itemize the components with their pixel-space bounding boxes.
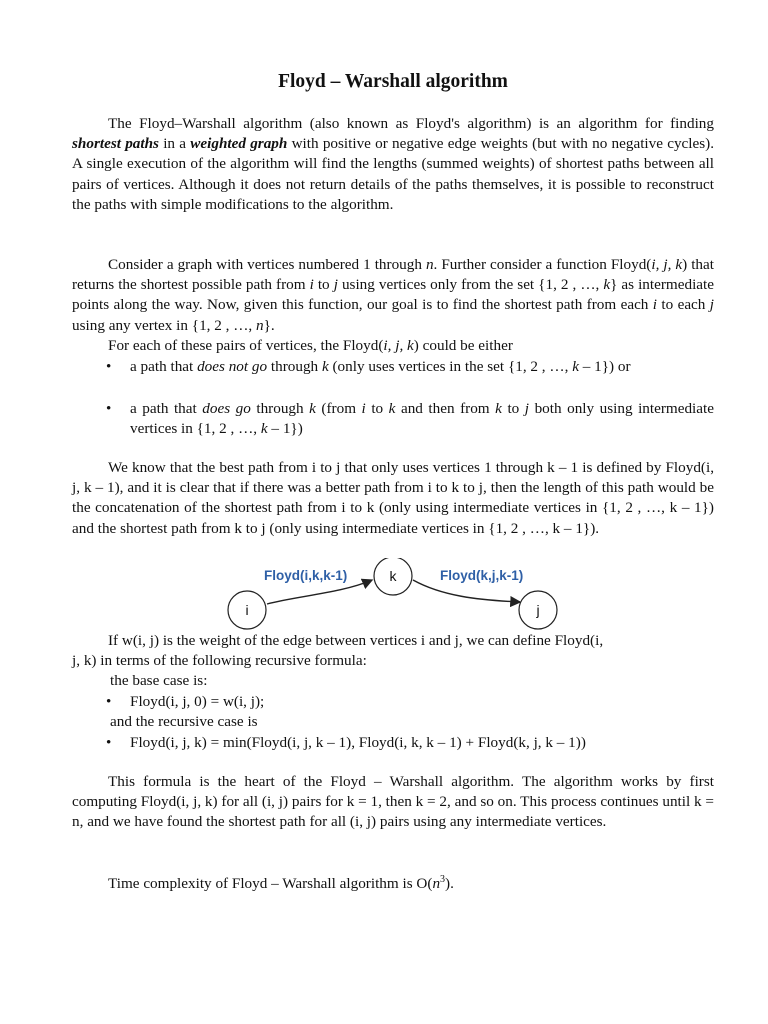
- var-j: j: [709, 296, 714, 314]
- var-k: k: [260, 420, 268, 438]
- algorithm-heart-paragraph: This formula is the heart of the Floyd – Warshall algorithm. The algorithm works by first computing Floyd(i, j, k) for all (i, j) pairs for k = 1, then k = 2, and so on. This process continues until k = n, and we have found the shortest path for all (i, j) pairs using any intermediate vertices.: [72, 773, 714, 831]
- path-diagram: [72, 558, 714, 630]
- var-i: i: [361, 400, 366, 417]
- weight-line-1: If w(i, j) is the weight of the edge between vertices i and j, we can define Floyd(i,: [108, 632, 604, 649]
- var-j: j: [333, 276, 338, 294]
- formula: Floyd(i, j, k) = min(Floyd(i, j, k – 1), Floyd(i, k, k – 1) + Floyd(k, j, k – 1)): [130, 734, 586, 751]
- text: using any vertex in {1, 2 , …,: [72, 316, 257, 334]
- text: to: [313, 276, 334, 294]
- text: a path that: [130, 400, 203, 417]
- var-k: k: [309, 400, 316, 417]
- text: (from: [315, 400, 362, 417]
- bullet-dot: •: [106, 693, 112, 710]
- node-k-label: k: [389, 568, 397, 584]
- time-complexity-line: [72, 874, 714, 894]
- var-k: k: [495, 400, 502, 417]
- text: – 1}): [267, 420, 303, 438]
- exponent: 3: [440, 873, 446, 885]
- term-shortest-paths: shortest paths: [72, 135, 159, 153]
- pairs-paragraph: [108, 336, 714, 356]
- var-i: i: [309, 276, 314, 294]
- bullet-through-k: [106, 399, 714, 439]
- intro-text-2: in a: [158, 135, 191, 153]
- weight-line-2: j, k) in terms of the following recursive formula:: [72, 652, 367, 669]
- emphasis: does not go: [197, 358, 268, 375]
- edge-i-to-k: [267, 580, 372, 604]
- text: both only using intermediate vertices in {1, 2 , …,: [130, 400, 714, 438]
- edge-ik-label: Floyd(i,k,k-1): [264, 568, 348, 583]
- base-case-formula: [106, 692, 714, 712]
- bullet-dot: •: [106, 734, 112, 751]
- text: Time complexity of Floyd – Warshall algorithm is O(: [108, 875, 433, 892]
- text: a path that: [130, 358, 198, 375]
- var-n: n: [425, 256, 434, 273]
- emphasis: does go: [202, 400, 251, 417]
- text: to each: [657, 296, 710, 314]
- text: }.: [263, 316, 275, 334]
- text: through: [250, 400, 310, 417]
- var-k: k: [603, 276, 611, 294]
- var-k: k: [572, 358, 579, 375]
- text: } as intermediate points along the way. Now, given this function, our goal is to find the shortest path from each: [72, 276, 714, 314]
- text: Consider a graph with vertices numbered 1 through: [108, 256, 426, 273]
- node-j-label: j: [536, 602, 540, 618]
- text: and then from: [395, 400, 496, 417]
- intro-text-1: The Floyd–Warshall algorithm (also known as Floyd's algorithm) is an algorithm for finding: [108, 115, 714, 132]
- edge-k-to-j: [413, 580, 520, 602]
- node-i-label: i: [245, 602, 249, 618]
- text: . Further consider a function Floyd(: [433, 256, 652, 273]
- recursive-case-label: and the recursive case is: [110, 713, 258, 730]
- bullet-dot: •: [106, 400, 112, 417]
- text: to: [365, 400, 389, 417]
- recursive-case-formula: [106, 733, 714, 753]
- text: For each of these pairs of vertices, the Floyd(: [108, 337, 384, 354]
- bullet-not-through-k: [106, 357, 714, 377]
- text: through: [267, 358, 322, 375]
- function-definition-paragraph: [72, 255, 714, 336]
- var-ijk: i, j, k: [651, 256, 683, 273]
- intro-paragraph: [72, 114, 714, 215]
- var-ijk: i, j, k: [383, 337, 414, 354]
- intro-text-3: with positive or negative edge weights (but with no negative cycles). A single execution of the algorithm will find the lengths (summed weights) of shortest paths between all pairs of vertices. Although it does not return details of the paths themselves, it is possible to reconstruct the paths with simple modifications to the algorithm.: [72, 135, 715, 213]
- var-j: j: [524, 400, 530, 417]
- text: ) that returns the shortest possible path from: [72, 256, 714, 294]
- bullet-dot: •: [106, 358, 112, 375]
- var-k: k: [388, 400, 396, 417]
- text: using vertices only from the set {1, 2 , …,: [337, 276, 604, 294]
- page-title: Floyd – Warshall algorithm: [278, 71, 508, 92]
- best-path-paragraph: We know that the best path from i to j that only uses vertices 1 through k – 1 is defined by Floyd(i, j, k – 1), and it is clear that if there was a better path from i to k to j, then the length of this path would be the concatenation of the shortest path from i to k (only using intermediate vertices in {1, 2 , …, k – 1}) and the shortest path from k to j (only using intermediate vertices in {1, 2 , …, k – 1}).: [72, 459, 714, 537]
- var-i: i: [652, 296, 658, 314]
- text: ) could be either: [413, 337, 513, 354]
- text: ).: [445, 875, 454, 892]
- var-n: n: [256, 316, 264, 334]
- edge-kj-label: Floyd(k,j,k-1): [440, 568, 524, 583]
- text: to: [501, 400, 525, 417]
- var-n: n: [432, 875, 441, 892]
- var-k: k: [321, 358, 329, 375]
- text: (only uses vertices in the set {1, 2 , …,: [328, 358, 573, 375]
- formula: Floyd(i, j, 0) = w(i, j);: [130, 693, 265, 710]
- base-case-label: the base case is:: [110, 672, 208, 689]
- text: – 1}) or: [578, 358, 631, 375]
- term-weighted-graph: weighted graph: [190, 135, 288, 153]
